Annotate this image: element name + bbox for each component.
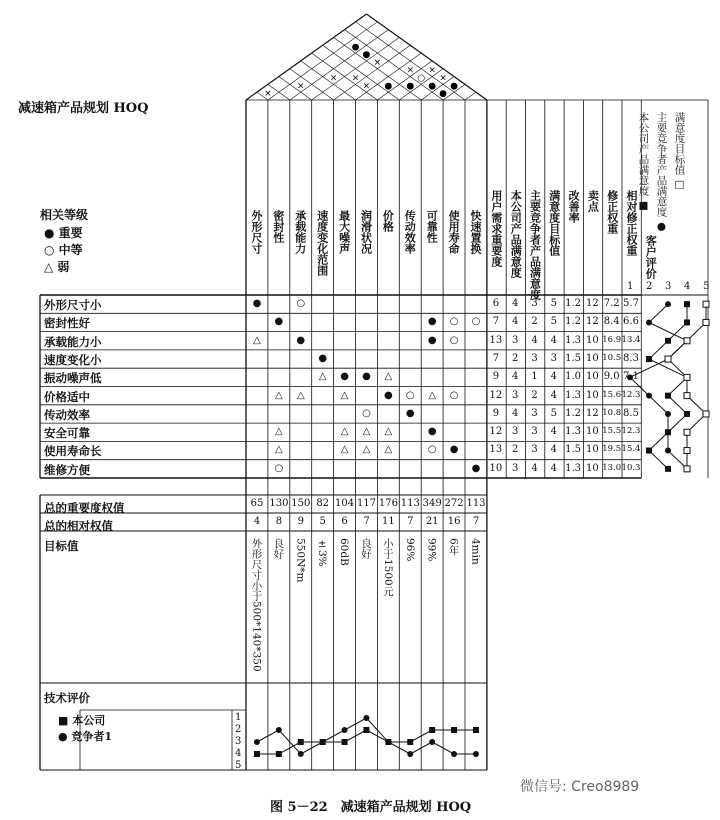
planning-value: 3 — [531, 407, 538, 419]
planning-header-label: 修正权重 — [605, 190, 619, 234]
relation-symbol: ○ — [471, 316, 481, 328]
tech-characteristic-label: 密封性 — [271, 210, 285, 243]
customer-eval-scale-tick: 5 — [703, 281, 710, 292]
planning-value: 16.9 — [602, 334, 622, 345]
relative-value: 9 — [297, 516, 304, 527]
tech-eval-company-point — [451, 727, 457, 733]
customer-eval-target-point — [684, 393, 690, 399]
roof-correlation-mark: × — [439, 73, 447, 84]
customer-eval-scale-tick: 2 — [646, 281, 653, 292]
legend-item — [44, 258, 69, 275]
planning-value: 4 — [550, 371, 557, 383]
customer-eval-target-point — [684, 466, 690, 472]
relation-symbol: △ — [384, 426, 393, 438]
customer-eval-legend-item: 本公司产品满意度 ■ — [637, 112, 650, 212]
relation-symbol: ○ — [296, 298, 306, 309]
customer-eval-company-point — [646, 448, 652, 454]
planning-value: 15.4 — [621, 444, 641, 455]
customer-eval-target-point — [684, 429, 690, 435]
planning-value: 8.5 — [623, 407, 639, 419]
planning-value: 1.2 — [565, 316, 582, 328]
legend-heading: 相关等级 — [40, 208, 89, 222]
customer-eval-scale-tick: 3 — [665, 281, 672, 292]
customer-eval-target-point — [684, 448, 690, 454]
requirement-label: 密封性好 — [44, 316, 90, 331]
planning-header-label: 满意度目标值 — [547, 190, 561, 256]
tech-characteristic-label: 传动效率 — [403, 210, 417, 254]
planning-value: 3 — [550, 352, 557, 364]
roof-correlation-mark: × — [329, 73, 338, 84]
tech-eval-company-point — [407, 739, 413, 745]
relative-value: 5 — [319, 516, 326, 527]
planning-value: 7.2 — [603, 298, 620, 309]
planning-value: 4 — [550, 462, 557, 474]
roof-correlation-mark: × — [428, 65, 436, 76]
planning-value: 4 — [531, 462, 538, 474]
tech-characteristic-label: 使用寿命 — [447, 210, 461, 254]
planning-value: 13 — [489, 334, 503, 346]
planning-value: 10 — [586, 371, 599, 383]
planning-value: 10 — [489, 462, 503, 474]
importance-value: 349 — [422, 498, 442, 509]
requirement-label: 速度变化小 — [44, 352, 102, 367]
tech-eval-competitor-point — [298, 751, 304, 757]
tech-eval-legend-item: ■ 本公司 — [58, 714, 106, 727]
legend-label: 中等 — [58, 243, 83, 257]
planning-header-label: 卖点 — [586, 190, 600, 212]
relation-symbol: △ — [296, 389, 305, 401]
roof-correlation-mark: × — [362, 81, 371, 92]
customer-eval-target-point — [703, 301, 709, 307]
tech-characteristic-label: 价格 — [381, 210, 395, 232]
relation-symbol: ● — [340, 371, 349, 383]
planning-header-label: 改善率 — [567, 190, 581, 223]
relation-symbol: ● — [471, 462, 481, 474]
roof-lattice — [421, 77, 454, 100]
planning-value: 6.6 — [623, 316, 639, 328]
planning-value: 10 — [586, 334, 599, 346]
planning-value: 12.3 — [621, 389, 641, 400]
target-value: 99% — [425, 538, 438, 562]
legend-symbol: △ — [44, 260, 58, 274]
roof-lattice — [465, 92, 476, 100]
relative-value: 7 — [472, 516, 480, 527]
customer-eval-target-point — [684, 338, 690, 344]
planning-value: 9 — [492, 407, 500, 419]
relation-symbol: ● — [384, 389, 393, 401]
customer-eval-scale-tick: 1 — [627, 281, 634, 292]
relation-symbol: ○ — [405, 389, 415, 401]
planning-value: 5 — [550, 407, 557, 419]
planning-value: 10 — [586, 444, 599, 456]
relative-value: 8 — [275, 516, 283, 527]
tech-characteristic-label: 最大噪声 — [337, 210, 351, 254]
planning-value: 8.4 — [603, 316, 620, 328]
roof-correlation-mark: ● — [384, 81, 393, 92]
tech-eval-company-point — [276, 751, 282, 757]
planning-value: 5 — [550, 298, 557, 309]
customer-eval-target-point — [684, 374, 690, 380]
planning-value: 1.0 — [565, 371, 582, 383]
relation-symbol: ○ — [427, 444, 437, 456]
planning-value: 1 — [531, 371, 538, 383]
importance-value: 176 — [378, 498, 398, 509]
relation-symbol: △ — [340, 389, 349, 401]
legend-label: 弱 — [57, 260, 70, 274]
planning-value: 2 — [512, 444, 519, 456]
tech-eval-scale-tick: 1 — [235, 712, 242, 723]
target-value: 550N*m — [294, 538, 307, 583]
planning-value: 10 — [586, 352, 599, 364]
importance-value: 113 — [466, 498, 486, 509]
planning-value: 1.2 — [565, 298, 582, 309]
roof-edge — [246, 14, 366, 100]
tech-eval-scale-tick: 5 — [235, 760, 242, 771]
tech-characteristic-label: 外形尺寸 — [250, 210, 263, 254]
tech-eval-company-point — [342, 739, 348, 745]
planning-value: 13 — [489, 444, 503, 456]
planning-value: 12 — [586, 298, 599, 309]
relative-value: 7 — [363, 516, 370, 527]
planning-value: 12.3 — [621, 426, 641, 437]
planning-value: 13.4 — [621, 334, 641, 345]
relation-symbol: ○ — [449, 389, 459, 401]
planning-value: 10 — [586, 426, 599, 438]
watermark: 微信号: Creo8989 — [520, 779, 640, 795]
customer-eval-company-point — [665, 393, 671, 399]
planning-header-label: 用户需求重要度 — [489, 190, 503, 267]
planning-value: 3 — [512, 426, 519, 438]
requirement-label: 维修方便 — [44, 462, 90, 477]
customer-eval-company-point — [684, 319, 690, 325]
customer-eval-competitor-point — [646, 319, 652, 325]
tech-eval-scale-tick: 3 — [235, 736, 242, 747]
customer-eval-target-point — [665, 356, 671, 362]
importance-value: 82 — [316, 498, 330, 509]
relation-symbol: ● — [362, 371, 371, 383]
relative-label: 总的相对权值 — [44, 519, 113, 533]
roof-correlation-mark: ● — [362, 50, 371, 61]
tech-eval-competitor-point — [407, 751, 413, 757]
roof-lattice — [279, 77, 312, 100]
importance-value: 117 — [356, 498, 377, 509]
relative-value: 16 — [447, 516, 461, 527]
legend-label: 重要 — [58, 226, 83, 240]
planning-value: 3 — [512, 389, 519, 401]
planning-value: 1.3 — [565, 334, 582, 346]
customer-eval-competitor-point — [646, 393, 652, 399]
roof-correlation-mark: × — [406, 65, 415, 76]
planning-value: 4 — [550, 426, 557, 438]
relative-value: 4 — [253, 516, 261, 527]
requirement-label: 承载能力小 — [44, 334, 102, 349]
tech-eval-label: 技术评价 — [44, 691, 90, 705]
legend-symbol: ○ — [44, 243, 59, 257]
requirement-label: 振动噪声低 — [44, 371, 102, 386]
roof-correlation-mark: ● — [428, 81, 437, 92]
customer-eval-target-point — [703, 411, 709, 417]
importance-value: 65 — [250, 498, 264, 509]
planning-value: 7 — [492, 352, 500, 364]
relation-symbol: △ — [362, 444, 371, 456]
tech-eval-competitor-point — [473, 751, 479, 757]
planning-value: 10 — [586, 462, 599, 474]
roof-correlation-mark: × — [351, 73, 360, 84]
importance-value: 130 — [269, 498, 289, 509]
tech-eval-scale-tick: 2 — [235, 724, 242, 735]
tech-eval-company-point — [363, 727, 369, 733]
planning-value: 10 — [586, 389, 599, 401]
roof-lattice — [301, 61, 356, 100]
roof-correlation-mark: × — [373, 57, 382, 68]
roof-lattice — [334, 45, 411, 100]
importance-label: 总的重要度权值 — [44, 501, 125, 515]
relation-symbol: ● — [449, 444, 459, 456]
tech-eval-company-point — [473, 727, 479, 733]
planning-value: 2 — [512, 352, 519, 364]
requirement-label: 价格适中 — [44, 389, 90, 404]
relation-symbol: △ — [340, 426, 349, 438]
planning-value: 4 — [550, 444, 557, 456]
tech-eval-competitor-point — [276, 727, 282, 733]
relation-symbol: ● — [427, 316, 437, 328]
customer-eval-legend-item: 主要竞争者产品满意度 ● — [655, 112, 668, 233]
planning-header-label: 相对修正权重 — [625, 190, 638, 256]
planning-value: 4 — [512, 316, 519, 328]
target-value: 小于1500元 — [381, 538, 394, 597]
relation-symbol: △ — [362, 426, 371, 438]
tech-characteristic-label: 可靠性 — [425, 210, 439, 243]
planning-value: 8.3 — [623, 352, 639, 364]
relation-symbol: ○ — [362, 407, 371, 419]
planning-value: 5.7 — [623, 298, 639, 309]
planning-value: 15.5 — [602, 426, 622, 437]
legend-item — [44, 224, 83, 241]
planning-value: 1.2 — [565, 407, 582, 419]
relation-symbol: ○ — [449, 334, 459, 346]
relative-value: 11 — [382, 516, 395, 527]
requirement-label: 传动效率 — [44, 407, 90, 422]
target-value: 6年 — [447, 538, 460, 556]
tech-eval-competitor-point — [254, 739, 260, 745]
relation-symbol: ● — [405, 407, 415, 419]
customer-eval-company-point — [665, 466, 671, 472]
customer-eval-target-point — [703, 319, 709, 325]
requirement-label: 外形尺寸小 — [44, 298, 102, 312]
tech-eval-competitor-point — [429, 739, 435, 745]
planning-value: 6 — [492, 298, 500, 309]
customer-eval-scale-tick: 4 — [684, 281, 691, 292]
planning-value: 1.3 — [565, 389, 582, 401]
relation-symbol: ● — [296, 334, 306, 346]
customer-eval-company-point — [684, 411, 690, 417]
customer-eval-legend-item: 满意度目标值 □ — [673, 112, 686, 191]
customer-eval-competitor-point — [665, 448, 671, 454]
planning-value: 12 — [586, 316, 599, 328]
roof-correlation-mark: ● — [351, 42, 360, 53]
planning-value: 4 — [512, 407, 519, 419]
tech-characteristic-label: 承载能力 — [293, 210, 307, 254]
planning-value: 4 — [531, 334, 538, 346]
importance-value: 150 — [291, 498, 311, 509]
customer-eval-competitor-point — [665, 411, 671, 417]
relative-value: 21 — [425, 516, 439, 527]
importance-value: 272 — [444, 498, 464, 509]
planning-value: 10.3 — [621, 462, 641, 473]
tech-eval-competitor-point — [451, 751, 457, 757]
legend-item — [44, 241, 83, 258]
relation-symbol: ● — [252, 298, 262, 309]
roof-correlation-mark: ● — [450, 81, 458, 92]
planning-value: 1.3 — [565, 462, 582, 474]
relation-symbol: △ — [253, 334, 261, 346]
planning-value: 9.0 — [603, 371, 620, 383]
legend-symbol: ● — [44, 226, 59, 240]
customer-eval-competitor-point — [665, 429, 671, 435]
roof-correlation-mark: × — [296, 81, 305, 92]
roof-correlation-mark: ● — [439, 89, 448, 100]
planning-value: 15.6 — [602, 389, 622, 400]
planning-value: 3 — [512, 462, 519, 474]
tech-eval-competitor-point — [363, 715, 369, 721]
requirement-label: 使用寿命长 — [44, 444, 102, 459]
planning-value: 12 — [586, 407, 599, 419]
tech-eval-competitor-point — [385, 739, 391, 745]
tech-characteristic-label: 速度变化范围 — [315, 210, 329, 276]
customer-eval-competitor-point — [665, 301, 671, 307]
relation-symbol: △ — [275, 389, 283, 401]
planning-value: 2 — [531, 389, 538, 401]
tech-eval-company-point — [429, 727, 435, 733]
planning-header-label: 主要竞争者产品满意度 — [528, 190, 542, 300]
relation-symbol: ● — [427, 426, 437, 438]
figure-caption: 图 5－22 减速箱产品规划 HOQ — [270, 800, 472, 815]
tech-characteristic-label: 润滑状况 — [359, 210, 373, 254]
relation-symbol: ● — [318, 352, 328, 364]
planning-value: 1.5 — [565, 352, 582, 364]
relative-value: 7 — [407, 516, 414, 527]
planning-value: 12 — [489, 426, 503, 438]
tech-eval-legend-item: ● 竞争者1 — [58, 730, 113, 743]
planning-value: 10.8 — [602, 407, 622, 418]
target-value: 96% — [403, 538, 416, 562]
roof-correlation-mark: × — [264, 89, 272, 100]
target-value: 外形尺寸小于500*140*350 — [250, 538, 263, 672]
relation-symbol: ○ — [449, 316, 459, 328]
tech-eval-competitor-point — [342, 727, 348, 733]
target-value: ±3% — [316, 538, 329, 567]
roof-correlation-mark: ○ — [417, 73, 426, 84]
chart-title: 减速箱产品规划 HOQ — [18, 101, 149, 116]
planning-value: 3 — [512, 334, 519, 346]
relation-symbol: △ — [384, 371, 393, 383]
customer-eval-target-line — [668, 304, 706, 469]
customer-eval-title: 客户评价 — [644, 235, 658, 279]
planning-header-label: 本公司产品满意度 — [509, 190, 523, 278]
target-value: 良好 — [360, 538, 372, 559]
relation-symbol: △ — [428, 389, 437, 401]
customer-eval-company-point — [684, 301, 690, 307]
tech-characteristic-label: 快速置换 — [469, 210, 482, 254]
customer-eval-company-point — [665, 338, 671, 344]
importance-value: 113 — [400, 498, 420, 509]
planning-value: 1.5 — [565, 444, 582, 456]
roof-correlation-mark: ● — [406, 81, 415, 92]
planning-value: 4 — [512, 371, 519, 383]
planning-value: 3 — [531, 298, 538, 309]
planning-value: 19.5 — [602, 444, 622, 455]
tech-eval-competitor-point — [320, 739, 326, 745]
planning-value: 2 — [531, 316, 538, 328]
relative-value: 6 — [341, 516, 348, 527]
relation-symbol: △ — [275, 444, 283, 456]
planning-value: 7 — [492, 316, 500, 328]
relation-symbol: ○ — [274, 462, 284, 474]
planning-value: 5 — [550, 316, 557, 328]
planning-value: 3 — [531, 444, 538, 456]
planning-value: 12 — [489, 389, 503, 401]
planning-value: 13.0 — [602, 462, 622, 473]
tech-eval-company-point — [298, 739, 304, 745]
planning-value: 3 — [531, 352, 538, 364]
customer-eval-company-point — [646, 356, 652, 362]
planning-value: 4 — [512, 298, 519, 309]
tech-eval-scale-tick: 4 — [235, 748, 242, 759]
planning-value: 4 — [550, 334, 557, 346]
planning-value: 3 — [531, 426, 538, 438]
importance-value: 104 — [335, 498, 355, 509]
planning-value: 10.5 — [602, 352, 622, 363]
relation-symbol: △ — [318, 371, 327, 383]
relation-symbol: △ — [340, 444, 349, 456]
planning-value: 7.1 — [623, 371, 639, 383]
relation-symbol: △ — [275, 426, 283, 438]
planning-value: 4 — [550, 389, 557, 401]
tech-eval-company-point — [254, 751, 260, 757]
planning-value: 1.3 — [565, 426, 582, 438]
target-value: 60dB — [338, 538, 351, 566]
requirement-label: 安全可靠 — [44, 426, 90, 441]
relation-symbol: △ — [384, 444, 393, 456]
target-value: 良好 — [272, 538, 285, 559]
target-value: 4min — [469, 538, 482, 565]
relation-symbol: ● — [427, 334, 437, 346]
planning-value: 9 — [492, 371, 500, 383]
relation-symbol: ● — [274, 316, 284, 328]
target-label: 目标值 — [44, 539, 79, 553]
